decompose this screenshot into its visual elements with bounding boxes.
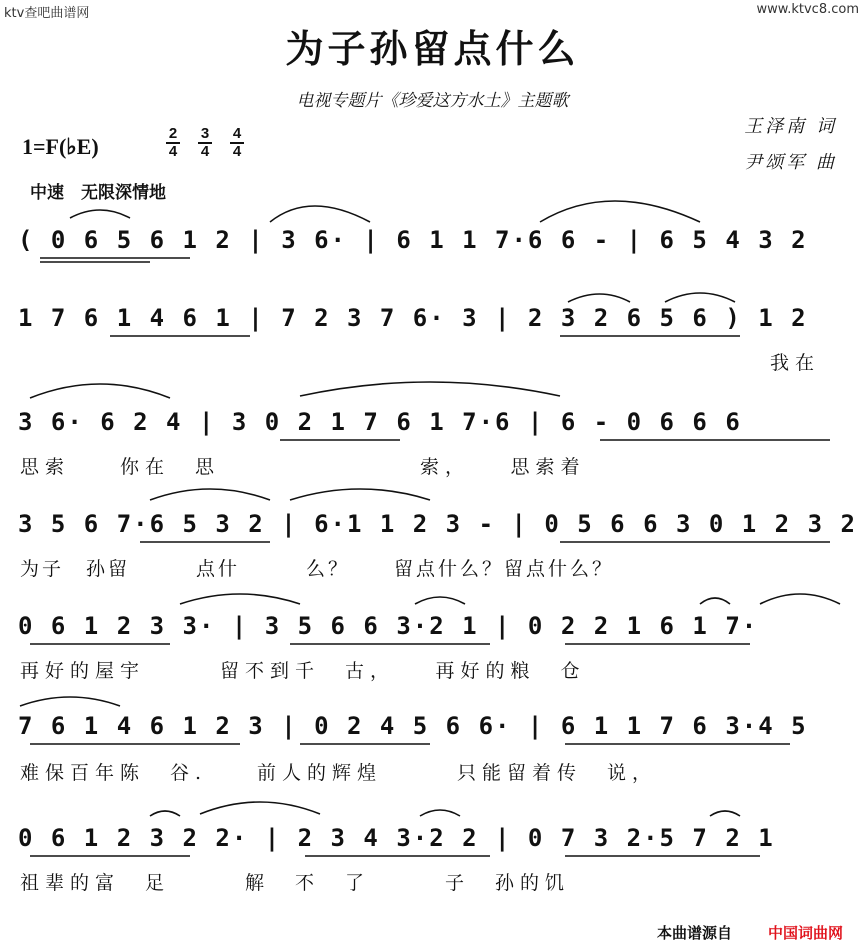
meter-3-bottom: 4 — [232, 142, 242, 160]
source-site-link[interactable]: 中国词曲网 — [768, 924, 844, 942]
lyrics-row-3: 思索 你在 思 索， 思索着 — [20, 456, 586, 478]
tempo-marking: 中速 无限深情地 — [30, 183, 166, 203]
song-subtitle: 电视专题片《珍爱这方水土》主题歌 — [296, 91, 569, 111]
meter-1-top: 2 — [168, 125, 178, 142]
notation-row-7: 0 6 1 2 3 2 2· | 2 3 4 3·2 2 | 0 7 3 2·5 7 2 1 — [18, 824, 775, 852]
key-signature: 1=F(♭E) — [22, 134, 99, 159]
notation-row-4: 3 5 6 7·6 5 3 2 | 6·1 1 2 3 - | 0 5 6 6 3 0 1 2 3 2 — [18, 510, 857, 538]
source-label: 本曲谱源自 — [657, 924, 733, 942]
notation-row-3: 3 6· 6 2 4 | 3 0 2 1 7 6 1 7·6 | 6 - 0 6 6 6 — [18, 408, 742, 436]
watermark-right: www.ktvc8.com — [756, 2, 859, 17]
lyrics-row-4: 为子 孙留 点什 么？ 留点什么？留点什么？ — [20, 558, 615, 580]
song-title: 为子孙留点什么 — [285, 26, 580, 71]
meter-1-bottom: 4 — [168, 142, 178, 160]
lyrics-row-7: 祖辈的富 足 解 不 了 子 孙的饥 — [20, 872, 571, 894]
lyrics-row-2: 我在 — [770, 352, 821, 374]
meter-3-top: 4 — [232, 125, 242, 142]
notation-row-2: 1 7 6 1 4 6 1 | 7 2 3 7 6· 3 | 2 3 2 6 5 6 ) 1 2 — [18, 304, 808, 332]
watermark-left: ktv查吧曲谱网 — [4, 6, 90, 21]
meter-2-top: 3 — [200, 125, 210, 142]
meter-2-bottom: 4 — [200, 142, 210, 160]
notation-row-6: 7 6 1 4 6 1 2 3 | 0 2 4 5 6 6· | 6 1 1 7 6 3·4 5 — [18, 712, 808, 740]
lyricist-credit: 王泽南 词 — [744, 116, 837, 137]
lyrics-row-6: 难保百年陈 谷. 前人的辉煌 只能留着传 说， — [20, 762, 658, 784]
notation-row-1: ( 0 6 5 6 1 2 | 3 6· | 6 1 1 7·6 6 - | 6 5 4 3 2 — [18, 226, 808, 254]
composer-credit: 尹颂军 曲 — [744, 152, 837, 173]
notation-row-5: 0 6 1 2 3 3· | 3 5 6 6 3·2 1 | 0 2 2 1 6 1 7· — [18, 612, 759, 640]
lyrics-row-5: 再好的屋宇 留不到千 古， 再好的粮 仓 — [20, 660, 586, 682]
